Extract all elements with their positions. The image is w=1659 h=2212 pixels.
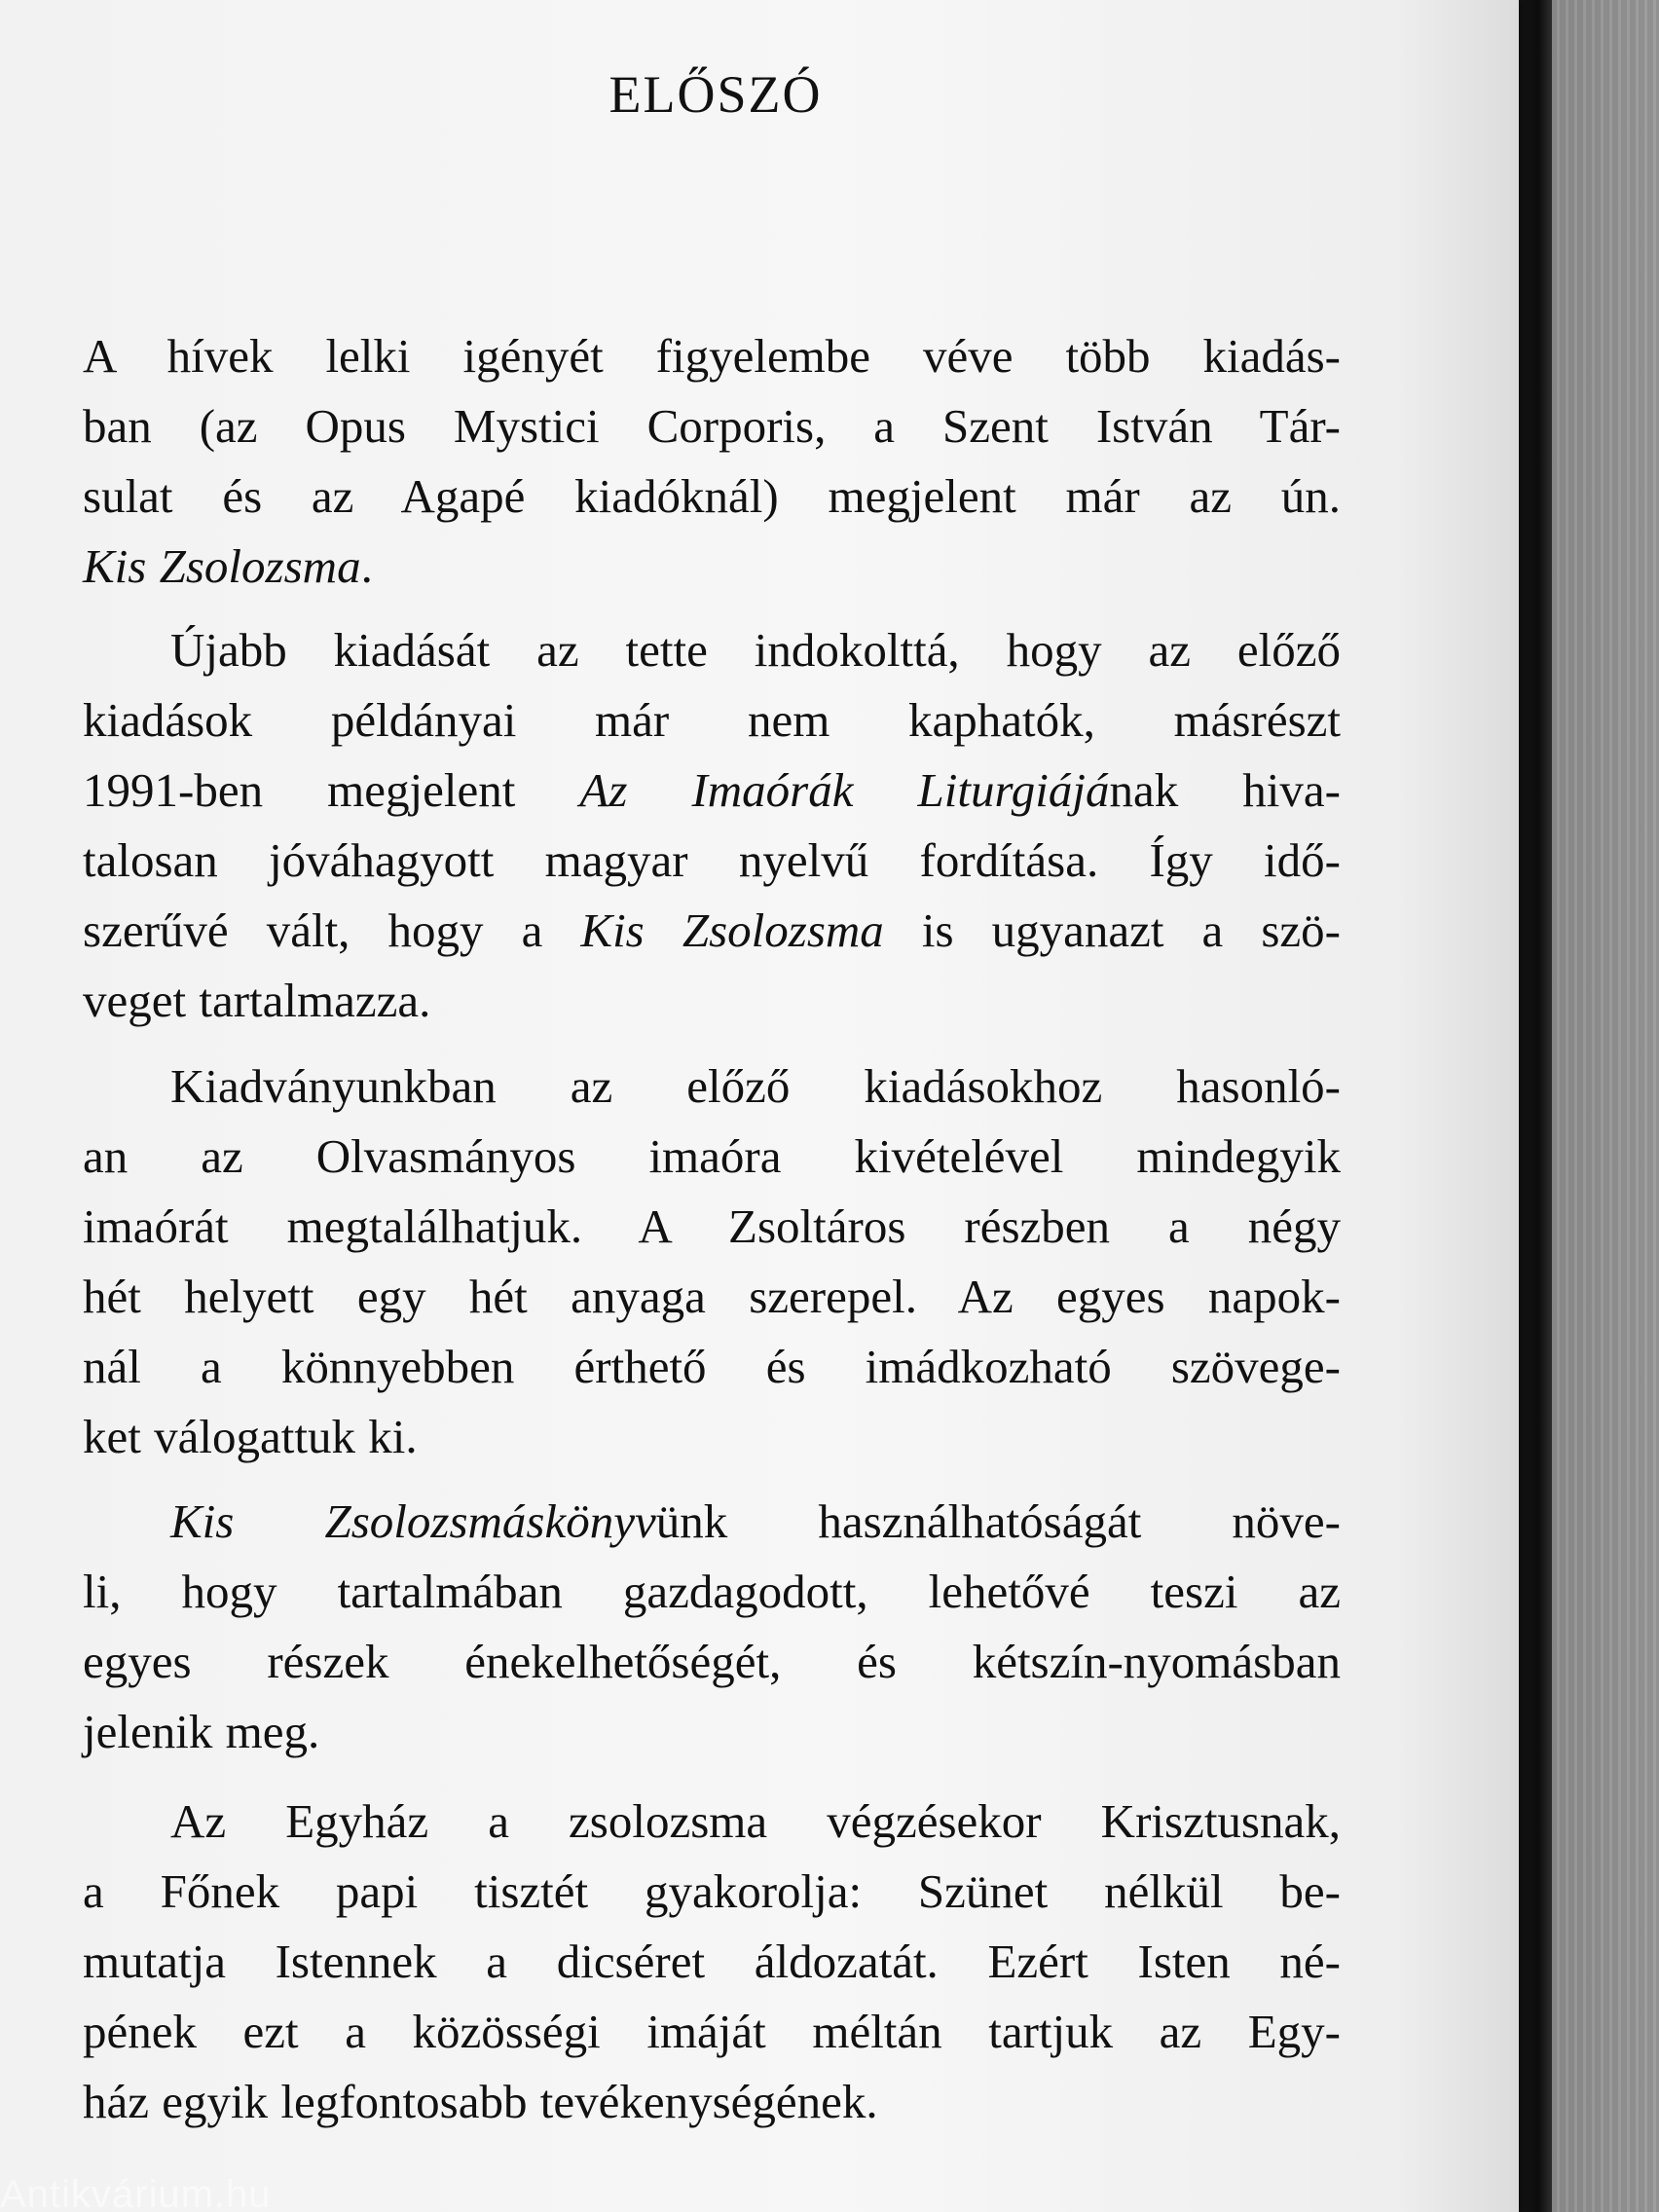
text-line: nál a könnyebben érthető és imádkozható szövege- bbox=[83, 1340, 1341, 1393]
text-line: Újabb kiadását az tette indokolttá, hogy az előző bbox=[170, 623, 1341, 677]
text-line: veget tartalmazza. bbox=[83, 974, 431, 1027]
text-fragment: 1991-ben megjelent bbox=[83, 763, 580, 817]
paragraph-5 bbox=[83, 1787, 1341, 2137]
text-fragment: is ugyanazt a szö- bbox=[883, 903, 1341, 957]
text-line: hét helyett egy hét anyaga szerepel. Az egyes napok- bbox=[83, 1270, 1341, 1323]
italic-title: Kis Zsolozsma bbox=[580, 903, 884, 957]
italic-title: Kis Zsolozsmáskönyv bbox=[170, 1494, 656, 1548]
paragraph-4 bbox=[83, 1487, 1341, 1767]
text-line: mutatja Istennek a dicséret áldozatát. Ezért Isten né- bbox=[83, 1935, 1341, 1988]
text-fragment: nak hiva- bbox=[1109, 763, 1341, 817]
text-line: Kiadványunkban az előző kiadásokhoz hasonló- bbox=[170, 1059, 1341, 1113]
paragraph-2 bbox=[83, 615, 1341, 1036]
paragraph-1 bbox=[83, 321, 1341, 602]
page-title: ELŐSZÓ bbox=[608, 65, 823, 124]
text-line: ház egyik legfontosabb tevékenységének. bbox=[83, 2075, 878, 2128]
text-line: jelenik meg. bbox=[83, 1705, 320, 1758]
text-line: li, hogy tartalmában gazdagodott, lehetővé teszi az bbox=[83, 1565, 1341, 1618]
text-line: talosan jóváhagyott magyar nyelvű fordítása. Így idő- bbox=[83, 833, 1341, 887]
text-fragment: . bbox=[360, 539, 373, 593]
paragraph-3 bbox=[83, 1051, 1341, 1472]
text-line: Az Egyház a zsolozsma végzésekor Krisztusnak, bbox=[170, 1794, 1341, 1848]
text-line: sulat és az Agapé kiadóknál) megjelent már az ún. bbox=[83, 469, 1341, 523]
text-line: kiadások példányai már nem kaphatók, másrészt bbox=[83, 693, 1341, 747]
text-line bbox=[83, 1487, 1341, 1557]
italic-title: Kis Zsolozsma bbox=[83, 539, 361, 593]
text-line bbox=[83, 896, 1341, 966]
italic-title: Az Imaórák Liturgiájá bbox=[579, 763, 1110, 817]
text-fragment: ünk használhatóságát növe- bbox=[655, 1494, 1341, 1548]
watermark: Antikvárium.hu bbox=[0, 2173, 272, 2212]
text-line: A hívek lelki igényét figyelembe véve több kiadás- bbox=[83, 329, 1341, 383]
text-line: egyes részek énekelhetőségét, és kétszín-nyomásban bbox=[83, 1635, 1341, 1688]
text-line: an az Olvasmányos imaóra kivételével mindegyik bbox=[83, 1129, 1341, 1183]
text-line bbox=[83, 532, 1341, 602]
text-line bbox=[83, 756, 1341, 826]
text-line: imaórát megtalálhatjuk. A Zsoltáros részben a négy bbox=[83, 1199, 1341, 1253]
text-line: ban (az Opus Mystici Corporis, a Szent István Tár- bbox=[83, 399, 1341, 453]
text-line: pének ezt a közösségi imáját méltán tartjuk az Egy- bbox=[83, 2005, 1341, 2058]
text-line: ket válogattuk ki. bbox=[83, 1410, 418, 1463]
text-fragment: szerűvé vált, hogy a bbox=[83, 903, 581, 957]
text-line: a Főnek papi tisztét gyakorolja: Szünet nélkül be- bbox=[83, 1864, 1341, 1918]
